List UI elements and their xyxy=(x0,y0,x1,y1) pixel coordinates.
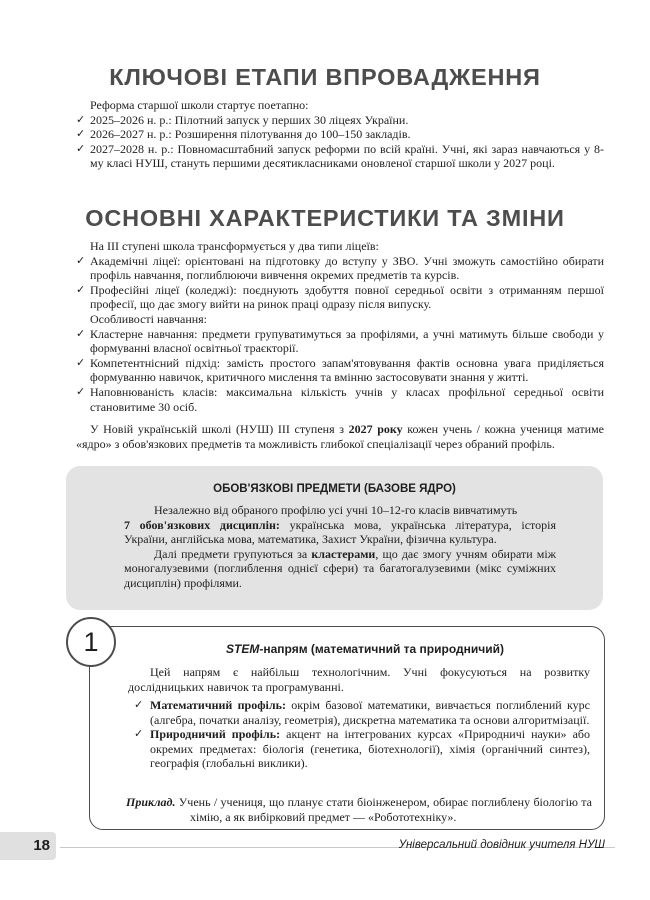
stage-text: 2026–2027 н. р.: Розширення пілотування до 100–150 закладів. xyxy=(90,127,411,142)
summary-text: У Новій українській школі (НУШ) ІІІ ступеня з xyxy=(90,422,349,436)
stem-intro-text: Цей напрям є найбільш технологічним. Учні фокусуються на розвитку дослідницьких навичок та програмуванні. xyxy=(128,665,590,694)
section-title-characteristics: ОСНОВНІ ХАРАКТЕРИСТИКИ ТА ЗМІНИ xyxy=(85,205,565,231)
checkmark-icon: ✓ xyxy=(76,355,86,369)
summary-text: кожен учень / кожна учениця матиме «ядро» з обов'язкових предметів та можливість глибокої спеціалізації через обраний профіль. xyxy=(76,422,604,451)
list-item xyxy=(134,727,590,771)
core-subjects-box xyxy=(66,466,603,610)
summary-paragraph xyxy=(76,422,604,451)
key-stages-intro: Реформа старшої школи стартує поетапно: xyxy=(90,98,309,112)
stem-intro xyxy=(128,665,590,694)
list-item xyxy=(76,283,604,312)
checkmark-icon: ✓ xyxy=(76,141,86,155)
book-title: Універсальний довідник учителя НУШ xyxy=(398,839,605,851)
checkmark-icon: ✓ xyxy=(76,384,86,398)
list-item xyxy=(76,113,604,128)
features-label: Особливості навчання: xyxy=(90,311,208,326)
example-label: Приклад. xyxy=(126,795,176,809)
feature-text: Наповнюваність класів: максимальна кількість учнів у класах профільної середньої освіти становитиме 30 осіб. xyxy=(90,384,604,414)
checkmark-icon: ✓ xyxy=(76,282,86,296)
stem-title-rest: -напрям (математичний та природничий) xyxy=(259,642,504,656)
core-text: , що дає змогу учням обирати між моногалузевими (поглиблення однієї сфери) та багатогалузевими (мікс суміжних дисциплін) профілями. xyxy=(124,546,557,590)
profile-text: акцент на інтегрованих курсах «Природничі науки» або окремих предметах: біологія (генетика, біотехнології), хімія (органічний синтез), географія (глобальні виклики). xyxy=(150,727,590,771)
characteristics-block xyxy=(76,239,604,414)
stem-title-italic: STEM xyxy=(226,642,260,656)
checkmark-icon: ✓ xyxy=(134,698,144,711)
summary-year: 2027 року xyxy=(348,422,403,436)
profile-name: Математичний профіль: xyxy=(150,698,286,712)
section-title-key-stages: КЛЮЧОВІ ЕТАПИ ВПРОВАДЖЕННЯ xyxy=(109,64,541,90)
core-subjects-text xyxy=(124,503,556,591)
core-subjects-title: ОБОВ'ЯЗКОВІ ПРЕДМЕТИ (БАЗОВЕ ЯДРО) xyxy=(213,483,456,495)
stem-title xyxy=(200,642,530,656)
key-stages-block xyxy=(76,98,604,171)
lyceum-types-intro: На ІІІ ступені школа трансформується у два типи ліцеїв: xyxy=(90,239,379,253)
profile-name: Природничий профіль: xyxy=(150,727,281,742)
feature-text: Компетентнісний підхід: замість простого запам'ятовування фактів основна увага приділяється формуванню навичок, критичного мислення та вмінню застосовувати знання у житті. xyxy=(90,355,604,385)
list-item xyxy=(134,698,590,727)
core-text: Незалежно від обраного профілю усі учні 10–12-го класів вивчатимуть xyxy=(154,503,518,517)
feature-text: Кластерне навчання: предмети групуватимуться за профілями, а учні матимуть більше свободи у формуванні власної освітньої траєкторії. xyxy=(90,326,604,356)
checkmark-icon: ✓ xyxy=(76,112,86,126)
checkmark-icon: ✓ xyxy=(76,253,86,267)
list-item xyxy=(76,385,604,414)
stage-text: 2027–2028 н. р.: Повномасштабний запуск реформи по всій країні. Учні, які зараз навчаються у 8-му класі НУШ, стануть першими десятикласниками оновленої старшої школи у 2027 році. xyxy=(90,141,604,171)
block-number-badge: 1 xyxy=(66,617,116,667)
stem-profiles xyxy=(134,698,590,771)
lyceum-type-text: Професійні ліцеї (коледжі): поєднують здобуття повної середньої освіти з отриманням першої професії, що дає змогу вийти на ринок праці одразу після випуску. xyxy=(90,282,604,312)
list-item xyxy=(76,127,604,142)
core-text: українська мова, українська література, історія України, англійська мова, математика, Захист України, фізична культура. xyxy=(124,517,556,547)
clusters-term: кластерами xyxy=(311,546,376,561)
checkmark-icon: ✓ xyxy=(134,727,144,741)
checkmark-icon: ✓ xyxy=(76,326,86,340)
list-item xyxy=(76,356,604,385)
core-count: 7 обов'язкових дисциплін: xyxy=(124,517,280,532)
page-number: 18 xyxy=(0,832,56,860)
profile-text: окрім базової математики, вивчається поглиблений курс (алгебра, початки аналізу, геометрія), дискретна математика та основи алгоритмізації. xyxy=(150,698,590,727)
stage-text: 2025–2026 н. р.: Пілотний запуск у перших 30 ліцеях України. xyxy=(90,112,409,127)
lyceum-type-text: Академічні ліцеї: орієнтовані на підготовку до вступу у ЗВО. Учні зможуть самостійно обирати профіль навчання, поглиблюючи вивчення окремих предметів та курсів. xyxy=(90,253,604,283)
example-paragraph xyxy=(126,795,592,824)
list-item xyxy=(76,254,604,283)
list-item xyxy=(76,142,604,171)
checkmark-icon: ✓ xyxy=(76,127,86,141)
example-text: Учень / учениця, що планує стати біоінженером, обирає поглиблену біологію та хімію, а як вибірковий предмет — «Робототехніку». xyxy=(175,795,592,824)
core-text: Далі предмети групуються за xyxy=(154,546,312,561)
list-item xyxy=(76,327,604,356)
